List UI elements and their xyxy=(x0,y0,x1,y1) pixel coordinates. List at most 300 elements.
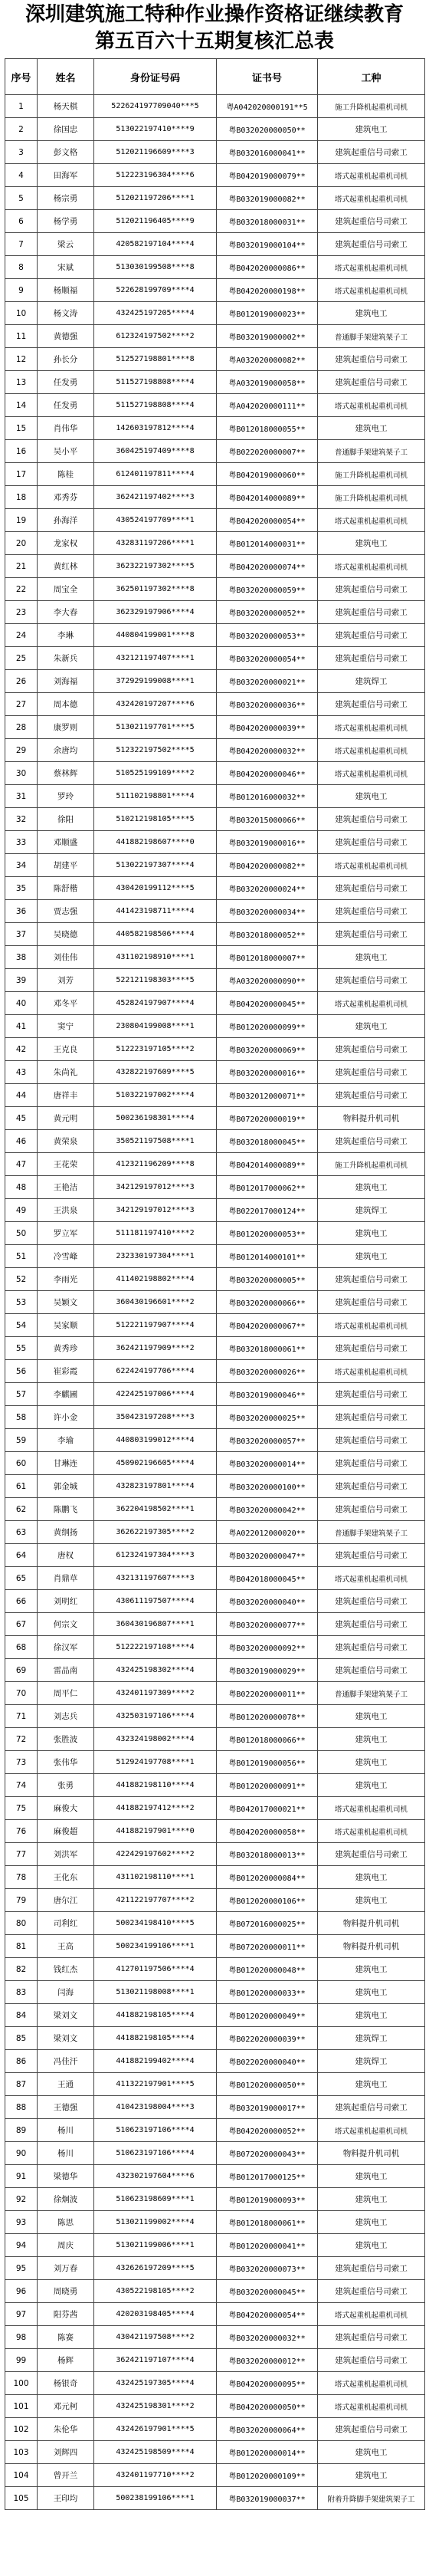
cell-certificate-number: 粤B022020000007** xyxy=(217,440,318,463)
cell-certificate-number: 粤B042020000198** xyxy=(217,279,318,302)
cell-index: 102 xyxy=(5,2418,38,2441)
table-row xyxy=(5,1498,425,1521)
cell-certificate-number: 粤B032020000036** xyxy=(217,693,318,716)
cell-index: 62 xyxy=(5,1498,38,1521)
cell-name: 周庆 xyxy=(38,2234,94,2257)
cell-job-type: 建筑起重信号司索工 xyxy=(318,1636,425,1659)
cell-job-type: 建筑电工 xyxy=(318,2464,425,2487)
cell-name: 刘芳 xyxy=(38,969,94,992)
cell-certificate-number: 粤B042020000054** xyxy=(217,509,318,532)
table-row xyxy=(5,2234,425,2257)
cell-name: 任发勇 xyxy=(38,394,94,417)
cell-id-number: 432121197407****1 xyxy=(94,647,217,670)
cell-index: 66 xyxy=(5,1590,38,1613)
cell-index: 54 xyxy=(5,1314,38,1337)
cell-certificate-number: 粤B012020000053** xyxy=(217,1222,318,1245)
cell-certificate-number: 粤B032020000026** xyxy=(217,1360,318,1383)
cell-certificate-number: 粤B032020000045** xyxy=(217,2280,318,2303)
cell-name: 冯佳汗 xyxy=(38,2050,94,2073)
cell-job-type: 建筑电工 xyxy=(318,1728,425,1751)
cell-name: 张勇 xyxy=(38,1774,94,1797)
cell-certificate-number: 粤B032018000061** xyxy=(217,1337,318,1360)
cell-name: 吴颖文 xyxy=(38,1291,94,1314)
cell-name: 许小金 xyxy=(38,1406,94,1429)
cell-job-type: 建筑焊工 xyxy=(318,2027,425,2050)
cell-name: 郭金城 xyxy=(38,1475,94,1498)
cell-name: 黄红林 xyxy=(38,555,94,578)
cell-id-number: 230804199008****1 xyxy=(94,1015,217,1038)
cell-certificate-number: 粤B032012000071** xyxy=(217,1084,318,1107)
cell-id-number: 362329197906****4 xyxy=(94,601,217,624)
cell-index: 45 xyxy=(5,1107,38,1130)
cell-id-number: 432831197206****1 xyxy=(94,532,217,555)
cell-certificate-number: 粤B042017000021** xyxy=(217,1797,318,1820)
cell-certificate-number: 粤B012020000049** xyxy=(217,2004,318,2027)
cell-certificate-number: 粤B012020000109** xyxy=(217,2464,318,2487)
cell-index: 65 xyxy=(5,1567,38,1590)
cell-index: 8 xyxy=(5,256,38,279)
cell-job-type: 施工升降机起重机司机 xyxy=(318,486,425,509)
table-row xyxy=(5,1774,425,1797)
cell-id-number: 362501197302****8 xyxy=(94,578,217,601)
cell-name: 王印均 xyxy=(38,2487,94,2510)
cell-job-type: 建筑电工 xyxy=(318,2073,425,2096)
table-row xyxy=(5,1797,425,1820)
cell-certificate-number: 粤A042020000111** xyxy=(217,394,318,417)
table-row xyxy=(5,532,425,555)
table-row xyxy=(5,2027,425,2050)
table-row xyxy=(5,969,425,992)
cell-name: 王高 xyxy=(38,1935,94,1958)
cell-certificate-number: 粤B042020000050** xyxy=(217,2395,318,2418)
cell-index: 32 xyxy=(5,808,38,831)
cell-certificate-number: 粤B012020000106** xyxy=(217,1889,318,1912)
cell-job-type: 建筑起重信号司索工 xyxy=(318,1406,425,1429)
table-row xyxy=(5,2303,425,2326)
cell-id-number: 500238199106****1 xyxy=(94,2487,217,2510)
cell-index: 49 xyxy=(5,1199,38,1222)
cell-index: 63 xyxy=(5,1521,38,1544)
table-row xyxy=(5,1912,425,1935)
header-certificate-number: 证书号 xyxy=(217,59,318,95)
cell-index: 1 xyxy=(5,95,38,118)
cell-name: 余唐均 xyxy=(38,739,94,762)
cell-index: 34 xyxy=(5,854,38,877)
cell-certificate-number: 粤B022017000124** xyxy=(217,1199,318,1222)
cell-name: 唐祥丰 xyxy=(38,1084,94,1107)
cell-name: 刘佳伟 xyxy=(38,946,94,969)
table-row xyxy=(5,440,425,463)
cell-job-type: 建筑起重信号司索工 xyxy=(318,1130,425,1153)
cell-certificate-number: 粤B042020000082** xyxy=(217,854,318,877)
cell-job-type: 建筑电工 xyxy=(318,1958,425,1981)
cell-id-number: 432626197209****5 xyxy=(94,2257,217,2280)
table-row xyxy=(5,2257,425,2280)
cell-certificate-number: 粤B012014000101** xyxy=(217,1245,318,1268)
cell-name: 李琳 xyxy=(38,624,94,647)
cell-id-number: 432425197305****4 xyxy=(94,2372,217,2395)
cell-index: 29 xyxy=(5,739,38,762)
cell-certificate-number: 粤B042018000045** xyxy=(217,1567,318,1590)
table-row xyxy=(5,762,425,785)
table-row xyxy=(5,624,425,647)
cell-id-number: 430420199112****5 xyxy=(94,877,217,900)
cell-job-type: 建筑起重信号司索工 xyxy=(318,1613,425,1636)
cell-job-type: 塔式起重机起重机司机 xyxy=(318,164,425,187)
table-row xyxy=(5,946,425,969)
cell-index: 2 xyxy=(5,118,38,141)
cell-index: 12 xyxy=(5,348,38,371)
cell-index: 23 xyxy=(5,601,38,624)
cell-index: 33 xyxy=(5,831,38,854)
cell-id-number: 362204198502****1 xyxy=(94,1498,217,1521)
cell-name: 刘志兵 xyxy=(38,1705,94,1728)
cell-job-type: 塔式起重机起重机司机 xyxy=(318,1797,425,1820)
cell-id-number: 430611197507****4 xyxy=(94,1590,217,1613)
cell-index: 59 xyxy=(5,1429,38,1452)
table-row xyxy=(5,509,425,532)
cell-id-number: 432324198002****4 xyxy=(94,1728,217,1751)
cell-id-number: 500234198410****5 xyxy=(94,1912,217,1935)
table-row xyxy=(5,1958,425,1981)
table-row xyxy=(5,2050,425,2073)
table-row xyxy=(5,1383,425,1406)
table-row xyxy=(5,1038,425,1061)
cell-id-number: 430524197709****1 xyxy=(94,509,217,532)
cell-index: 97 xyxy=(5,2303,38,2326)
cell-id-number: 511102198801****4 xyxy=(94,785,217,808)
cell-id-number: 432401197309****2 xyxy=(94,1682,217,1705)
cell-certificate-number: 粤B022020000039** xyxy=(217,2027,318,2050)
cell-index: 25 xyxy=(5,647,38,670)
cell-job-type: 建筑起重信号司索工 xyxy=(318,1452,425,1475)
cell-certificate-number: 粤B042020000032** xyxy=(217,739,318,762)
cell-job-type: 物料提升机司机 xyxy=(318,2142,425,2165)
cell-job-type: 普通脚手架建筑架子工 xyxy=(318,325,425,348)
table-row xyxy=(5,1061,425,1084)
cell-certificate-number: 粤B072020000019** xyxy=(217,1107,318,1130)
cell-job-type: 塔式起重机起重机司机 xyxy=(318,2303,425,2326)
cell-certificate-number: 粤B042020000074** xyxy=(217,555,318,578)
cell-job-type: 建筑起重信号司索工 xyxy=(318,969,425,992)
cell-certificate-number: 粤B032020000052** xyxy=(217,601,318,624)
cell-job-type: 塔式起重机起重机司机 xyxy=(318,509,425,532)
cell-index: 71 xyxy=(5,1705,38,1728)
cell-index: 89 xyxy=(5,2119,38,2142)
cell-id-number: 362622197305****2 xyxy=(94,1521,217,1544)
cell-job-type: 建筑起重信号司索工 xyxy=(318,2349,425,2372)
cell-job-type: 建筑起重信号司索工 xyxy=(318,647,425,670)
cell-index: 74 xyxy=(5,1774,38,1797)
cell-index: 55 xyxy=(5,1337,38,1360)
cell-id-number: 512223197105****2 xyxy=(94,1038,217,1061)
header-job-type: 工种 xyxy=(318,59,425,95)
cell-job-type: 建筑电工 xyxy=(318,1751,425,1774)
table-row xyxy=(5,1590,425,1613)
cell-index: 64 xyxy=(5,1544,38,1567)
cell-name: 刘洪军 xyxy=(38,1843,94,1866)
table-row xyxy=(5,371,425,394)
cell-id-number: 522624197709040***5 xyxy=(94,95,217,118)
cell-id-number: 513021198008****1 xyxy=(94,1981,217,2004)
cell-name: 麻俊大 xyxy=(38,1797,94,1820)
cell-id-number: 430522198105****2 xyxy=(94,2280,217,2303)
table-row xyxy=(5,900,425,923)
cell-index: 9 xyxy=(5,279,38,302)
table-row xyxy=(5,1452,425,1475)
cell-job-type: 建筑焊工 xyxy=(318,670,425,693)
cell-id-number: 452824197907****4 xyxy=(94,992,217,1015)
cell-name: 康罗则 xyxy=(38,716,94,739)
cell-index: 14 xyxy=(5,394,38,417)
table-row xyxy=(5,1521,425,1544)
cell-id-number: 432822197609****5 xyxy=(94,1061,217,1084)
cell-job-type: 建筑起重信号司索工 xyxy=(318,1084,425,1107)
cell-job-type: 建筑电工 xyxy=(318,1176,425,1199)
table-row xyxy=(5,1360,425,1383)
cell-id-number: 510322197002****4 xyxy=(94,1084,217,1107)
cell-id-number: 360430196807****1 xyxy=(94,1613,217,1636)
table-row xyxy=(5,417,425,440)
cell-index: 35 xyxy=(5,877,38,900)
cell-certificate-number: 粤B012020000041** xyxy=(217,2234,318,2257)
cell-id-number: 513030199508****8 xyxy=(94,256,217,279)
title-line-2: 第五百六十五期复核汇总表 xyxy=(94,30,334,53)
cell-certificate-number: 粤B042020000095** xyxy=(217,2372,318,2395)
table-row xyxy=(5,2073,425,2096)
cell-id-number: 142603197812****4 xyxy=(94,417,217,440)
cell-job-type: 建筑电工 xyxy=(318,302,425,325)
cell-id-number: 512223196304****6 xyxy=(94,164,217,187)
table-row xyxy=(5,670,425,693)
cell-index: 17 xyxy=(5,463,38,486)
cell-certificate-number: 粤B032020000066** xyxy=(217,1291,318,1314)
cell-name: 陈赛 xyxy=(38,2326,94,2349)
table-row xyxy=(5,1705,425,1728)
table-row xyxy=(5,1613,425,1636)
cell-name: 钱红杰 xyxy=(38,1958,94,1981)
cell-id-number: 362421197107****4 xyxy=(94,2349,217,2372)
cell-index: 82 xyxy=(5,1958,38,1981)
table-row xyxy=(5,1659,425,1682)
cell-id-number: 513021199002****4 xyxy=(94,2211,217,2234)
cell-id-number: 512021196405****9 xyxy=(94,210,217,233)
cell-id-number: 432823197801****4 xyxy=(94,1475,217,1498)
cell-index: 84 xyxy=(5,2004,38,2027)
cell-certificate-number: 粤B032019000104** xyxy=(217,233,318,256)
table-row xyxy=(5,348,425,371)
cell-id-number: 612324197304****3 xyxy=(94,1544,217,1567)
cell-id-number: 510623197106****4 xyxy=(94,2142,217,2165)
cell-job-type: 建筑电工 xyxy=(318,1981,425,2004)
table-row xyxy=(5,1222,425,1245)
cell-certificate-number: 粤B032019000037** xyxy=(217,2487,318,2510)
cell-index: 67 xyxy=(5,1613,38,1636)
cell-id-number: 420582197104****4 xyxy=(94,233,217,256)
cell-name: 陈舒楷 xyxy=(38,877,94,900)
cell-name: 肖鼎草 xyxy=(38,1567,94,1590)
cell-certificate-number: 粤B032020000050** xyxy=(217,118,318,141)
cell-id-number: 510212198105****5 xyxy=(94,808,217,831)
cell-index: 27 xyxy=(5,693,38,716)
cell-id-number: 511527198808****4 xyxy=(94,394,217,417)
table-row xyxy=(5,1889,425,1912)
cell-id-number: 512527198801****8 xyxy=(94,348,217,371)
cell-index: 52 xyxy=(5,1268,38,1291)
table-row xyxy=(5,2395,425,2418)
cell-index: 46 xyxy=(5,1130,38,1153)
table-row xyxy=(5,716,425,739)
cell-certificate-number: 粤B032020000012** xyxy=(217,2349,318,2372)
cell-job-type: 建筑电工 xyxy=(318,2188,425,2211)
cell-certificate-number: 粤B042020000086** xyxy=(217,256,318,279)
cell-id-number: 510525199109****2 xyxy=(94,762,217,785)
cell-certificate-number: 粤A022012000020** xyxy=(217,1521,318,1544)
cell-job-type: 建筑电工 xyxy=(318,1015,425,1038)
cell-id-number: 422425197006****4 xyxy=(94,1383,217,1406)
cell-index: 78 xyxy=(5,1866,38,1889)
cell-name: 司利红 xyxy=(38,1912,94,1935)
cell-name: 崔彩霞 xyxy=(38,1360,94,1383)
cell-id-number: 441882199402****4 xyxy=(94,2050,217,2073)
cell-id-number: 422429197602****2 xyxy=(94,1843,217,1866)
cell-index: 41 xyxy=(5,1015,38,1038)
cell-id-number: 432401197710****2 xyxy=(94,2464,217,2487)
cell-name: 杨川 xyxy=(38,2142,94,2165)
cell-certificate-number: 粤B032020000053** xyxy=(217,624,318,647)
cell-id-number: 411322197901****5 xyxy=(94,2073,217,2096)
cell-job-type: 塔式起重机起重机司机 xyxy=(318,256,425,279)
cell-id-number: 512322197502****5 xyxy=(94,739,217,762)
cell-index: 81 xyxy=(5,1935,38,1958)
cell-job-type: 建筑起重信号司索工 xyxy=(318,233,425,256)
cell-name: 罗玲 xyxy=(38,785,94,808)
cell-job-type: 建筑起重信号司索工 xyxy=(318,2326,425,2349)
cell-name: 徐阳 xyxy=(38,808,94,831)
cell-certificate-number: 粤A032019000058** xyxy=(217,371,318,394)
cell-name: 阳芬茜 xyxy=(38,2303,94,2326)
cell-job-type: 建筑起重信号司索工 xyxy=(318,1544,425,1567)
table-row xyxy=(5,1153,425,1176)
cell-name: 田海军 xyxy=(38,164,94,187)
cell-name: 王德强 xyxy=(38,2096,94,2119)
table-body xyxy=(5,95,425,2510)
table-row xyxy=(5,2441,425,2464)
table-row xyxy=(5,95,425,118)
cell-job-type: 建筑起重信号司索工 xyxy=(318,1061,425,1084)
table-row xyxy=(5,187,425,210)
cell-id-number: 432503197106****4 xyxy=(94,1705,217,1728)
cell-certificate-number: 粤B032015000066** xyxy=(217,808,318,831)
table-row xyxy=(5,1682,425,1705)
cell-job-type: 建筑电工 xyxy=(318,417,425,440)
table-row xyxy=(5,1406,425,1429)
cell-job-type: 塔式起重机起重机司机 xyxy=(318,394,425,417)
cell-index: 56 xyxy=(5,1360,38,1383)
table-row xyxy=(5,325,425,348)
cell-name: 朱尚礼 xyxy=(38,1061,94,1084)
header-id-number: 身份证号码 xyxy=(94,59,217,95)
cell-certificate-number: 粤B072016000025** xyxy=(217,1912,318,1935)
cell-name: 蔡林辉 xyxy=(38,762,94,785)
cell-id-number: 431102198110****1 xyxy=(94,1866,217,1889)
cell-id-number: 412321196209****8 xyxy=(94,1153,217,1176)
cell-id-number: 500234199106****1 xyxy=(94,1935,217,1958)
cell-name: 杨辉 xyxy=(38,2349,94,2372)
cell-certificate-number: 粤B032020000047** xyxy=(217,1544,318,1567)
cell-job-type: 建筑起重信号司索工 xyxy=(318,1038,425,1061)
cell-certificate-number: 粤B032019000029** xyxy=(217,1659,318,1682)
table-row xyxy=(5,2349,425,2372)
cell-id-number: 440582198506****4 xyxy=(94,923,217,946)
cell-id-number: 511181197410****2 xyxy=(94,1222,217,1245)
cell-index: 19 xyxy=(5,509,38,532)
cell-name: 杨川 xyxy=(38,2119,94,2142)
cell-index: 101 xyxy=(5,2395,38,2418)
cell-index: 61 xyxy=(5,1475,38,1498)
cell-index: 21 xyxy=(5,555,38,578)
cell-certificate-number: 粤B042020000046** xyxy=(217,762,318,785)
cell-job-type: 建筑电工 xyxy=(318,1705,425,1728)
cell-job-type: 建筑起重信号司索工 xyxy=(318,1659,425,1682)
cell-index: 73 xyxy=(5,1751,38,1774)
cell-index: 92 xyxy=(5,2188,38,2211)
cell-job-type: 建筑电工 xyxy=(318,532,425,555)
cell-certificate-number: 粤B042020000045** xyxy=(217,992,318,1015)
cell-name: 徐国忠 xyxy=(38,118,94,141)
cell-name: 唐权 xyxy=(38,1544,94,1567)
cell-index: 38 xyxy=(5,946,38,969)
cell-index: 70 xyxy=(5,1682,38,1705)
table-row xyxy=(5,1337,425,1360)
cell-name: 宋斌 xyxy=(38,256,94,279)
cell-name: 唐尔江 xyxy=(38,1889,94,1912)
table-row xyxy=(5,739,425,762)
cell-certificate-number: 粤B042020000039** xyxy=(217,716,318,739)
cell-name: 肖伟华 xyxy=(38,417,94,440)
cell-name: 杨顺福 xyxy=(38,279,94,302)
cell-certificate-number: 粤B032020000069** xyxy=(217,1038,318,1061)
cell-index: 58 xyxy=(5,1406,38,1429)
cell-certificate-number: 粤B042014000089** xyxy=(217,1153,318,1176)
cell-job-type: 建筑起重信号司索工 xyxy=(318,808,425,831)
cell-certificate-number: 粤B032020000034** xyxy=(217,900,318,923)
cell-id-number: 450902196605****4 xyxy=(94,1452,217,1475)
cell-certificate-number: 粤B012020000099** xyxy=(217,1015,318,1038)
cell-certificate-number: 粤B012019000056** xyxy=(217,1751,318,1774)
table-row xyxy=(5,118,425,141)
cell-name: 王洪泉 xyxy=(38,1199,94,1222)
cell-id-number: 362421197909****2 xyxy=(94,1337,217,1360)
cell-certificate-number: 粤B012020000033** xyxy=(217,1981,318,2004)
cell-certificate-number: 粤B012017000125** xyxy=(217,2165,318,2188)
cell-name: 孙长分 xyxy=(38,348,94,371)
cell-name: 黄元明 xyxy=(38,1107,94,1130)
cell-job-type: 建筑起重信号司索工 xyxy=(318,210,425,233)
cell-name: 麻俊超 xyxy=(38,1820,94,1843)
cell-index: 57 xyxy=(5,1383,38,1406)
cell-job-type: 建筑电工 xyxy=(318,1245,425,1268)
table-row xyxy=(5,1843,425,1866)
cell-index: 72 xyxy=(5,1728,38,1751)
cell-name: 王化东 xyxy=(38,1866,94,1889)
cell-certificate-number: 粤B022020000040** xyxy=(217,2050,318,2073)
cell-job-type: 建筑电工 xyxy=(318,1866,425,1889)
cell-id-number: 342129197012****3 xyxy=(94,1199,217,1222)
cell-name: 黄纲扬 xyxy=(38,1521,94,1544)
cell-certificate-number: 粤B032020000040** xyxy=(217,1590,318,1613)
cell-job-type: 塔式起重机起重机司机 xyxy=(318,2372,425,2395)
